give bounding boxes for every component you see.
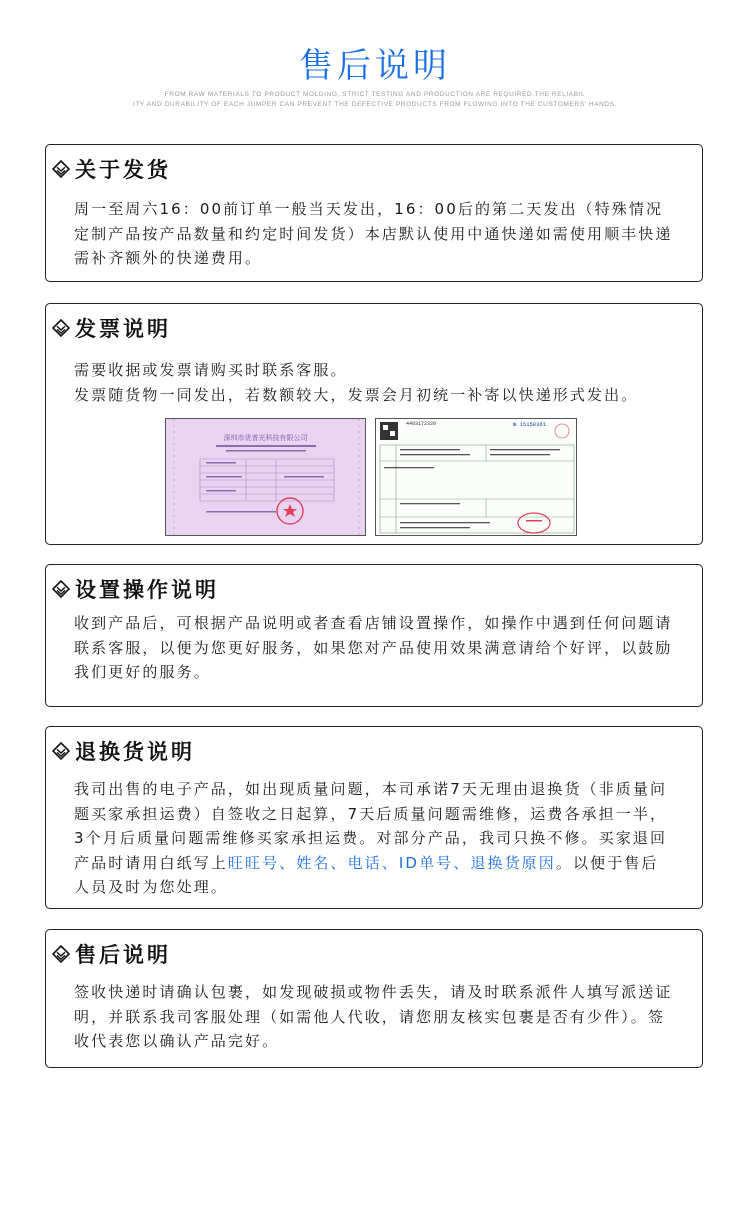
section-body bbox=[74, 611, 674, 685]
section-title: 发票说明 bbox=[75, 317, 171, 341]
returns-section bbox=[45, 726, 703, 909]
section-header bbox=[52, 316, 171, 340]
setup-section bbox=[45, 564, 703, 707]
shipping-text: 周一至周六16：00前订单一般当天发出，16：00后的第二天发出（特殊情况定制产品按产品数量和约定时间发货）本店默认使用中通快递如需使用顺丰快递需补齐额外的快递费用。 bbox=[74, 200, 673, 267]
page-subtitle-line-1: FROM RAW MATERIALS TO PRODUCT MOLDING, STRICT TESTING AND PRODUCTION ARE REQUIRED.THE RELIABIL bbox=[164, 91, 586, 98]
receipt-image bbox=[165, 418, 366, 536]
diamond-bullet-icon bbox=[52, 160, 70, 178]
section-body bbox=[74, 197, 674, 271]
diamond-bullet-icon bbox=[52, 945, 70, 963]
section-body bbox=[74, 777, 674, 900]
section-title: 关于发货 bbox=[75, 158, 171, 182]
vat-invoice-graphic bbox=[376, 419, 577, 536]
returns-text bbox=[74, 777, 674, 900]
aftersales-text: 签收快递时请确认包裹，如发现破损或物件丢失，请及时联系派件人填写派送证明，并联系我司客服处理（如需他人代收，请您朋友核实包裹是否有少件）。签收代表您以确认产品完好。 bbox=[74, 983, 673, 1050]
section-header bbox=[52, 942, 171, 966]
section-title: 退换货说明 bbox=[75, 740, 195, 764]
section-title: 售后说明 bbox=[75, 943, 171, 967]
section-header bbox=[52, 739, 195, 763]
section-body bbox=[74, 358, 694, 407]
diamond-bullet-icon bbox=[52, 319, 70, 337]
page-header bbox=[0, 0, 750, 120]
vat-invoice-image bbox=[375, 418, 577, 536]
invoice-line-1: 需要收据或发票请购买时联系客服。 bbox=[74, 361, 348, 379]
setup-text: 收到产品后，可根据产品说明或者查看店铺设置操作，如操作中遇到任何问题请联系客服，以便为您更好服务，如果您对产品使用效果满意请给个好评，以鼓励我们更好的服务。 bbox=[74, 614, 673, 681]
page-title: 售后说明 bbox=[299, 46, 451, 86]
section-title: 设置操作说明 bbox=[75, 578, 219, 602]
section-header bbox=[52, 157, 171, 181]
diamond-bullet-icon bbox=[52, 742, 70, 760]
returns-highlight: 旺旺号、姓名、电话、ID单号、退换货原因 bbox=[227, 853, 556, 872]
section-header bbox=[52, 577, 219, 601]
returns-text-part-2: 。以便于售后人员及时为您处理。 bbox=[74, 853, 659, 896]
aftersales-section bbox=[45, 929, 703, 1068]
shipping-section bbox=[45, 144, 703, 282]
vat-invoice-code: 4403172320 bbox=[406, 421, 437, 427]
page-subtitle-line-2: ITY AND DURABILITY OF EACH JUMPER CAN PREVENT THE DEFECTIVE PRODUCTS FROM FLOWING INTO THE CUSTOMERS' HANDS. bbox=[132, 101, 618, 108]
invoice-line-2: 发票随货物一同发出，若数额较大，发票会月初统一补寄以快递形式发出。 bbox=[74, 385, 639, 404]
returns-text-part-1: 我司出售的电子产品，如出现质量问题，本司承诺7天无理由退换货（非质量问题买家承担运费）自签收之日起算，7天后质量问题需维修，运费各承担一半，3个月后质量问题需维修买家承担运费。对部分产品，我司只换不修。买家退回产品时请用白纸写上 bbox=[74, 780, 668, 872]
section-body bbox=[74, 980, 674, 1054]
invoice-section bbox=[45, 303, 703, 545]
diamond-bullet-icon bbox=[52, 580, 70, 598]
receipt-company-name: 深圳市优普光科技有限公司 bbox=[223, 434, 308, 442]
vat-invoice-number: № 15158361 bbox=[513, 421, 547, 428]
